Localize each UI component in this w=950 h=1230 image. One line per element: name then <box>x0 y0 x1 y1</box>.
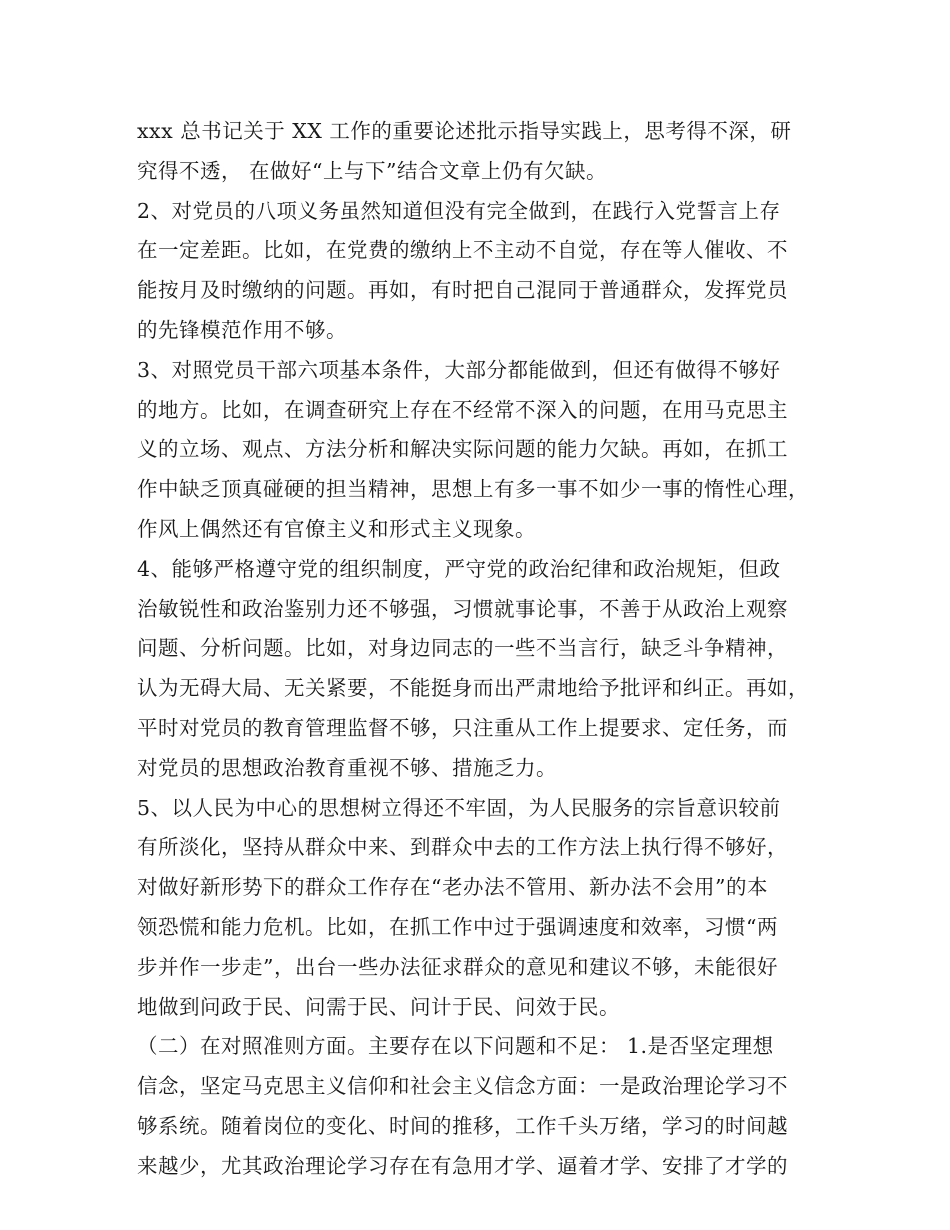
text-line: 3、对照党员干部六项基本条件，大部分都能做到，但还有做得不够好 <box>137 357 781 382</box>
text-line: 作风上偶然还有官僚主义和形式主义现象。 <box>137 516 536 541</box>
text-line: 有所淡化，坚持从群众中来、到群众中去的工作方法上执行得不够好， <box>137 835 788 860</box>
text-line: 4、能够严格遵守党的组织制度，严守党的政治纪律和政治规矩，但政 <box>137 556 781 581</box>
text-line: 对党员的思想政治教育重视不够、措施乏力。 <box>137 755 557 780</box>
text-line: 的先锋模范作用不够。 <box>137 317 347 342</box>
text-line: （二）在对照准则方面。主要存在以下问题和不足： 1.是否坚定理想 <box>137 1034 774 1059</box>
text-line: 领恐慌和能力危机。比如，在抓工作中过于强调速度和效率，习惯“两 <box>137 914 778 939</box>
text-line: 平时对党员的教育管理监督不够，只注重从工作上提要求、定任务，而 <box>137 715 788 740</box>
text-line: 治敏锐性和政治鉴别力还不够强，习惯就事论事，不善于从政治上观察 <box>137 596 788 621</box>
text-line: xxx 总书记关于 XX 工作的重要论述批示指导实践上，思考得不深，研 <box>137 119 792 143</box>
text-line: 地做到问政于民、问需于民、问计于民、问效于民。 <box>137 994 620 1019</box>
text-line: 来越少，尤其政治理论学习存在有急用才学、逼着才学、安排了才学的 <box>137 1153 788 1178</box>
document-body <box>137 112 827 1187</box>
text-line: 在一定差距。比如，在党费的缴纳上不主动不自觉，存在等人催收、不 <box>137 238 788 263</box>
text-line: 信念，坚定马克思主义信仰和社会主义信念方面：一是政治理论学习不 <box>137 1074 788 1099</box>
text-line: 能按月及时缴纳的问题。再如，有时把自己混同于普通群众，发挥党员 <box>137 278 788 303</box>
text-line: 够系统。随着岗位的变化、时间的推移，工作千头万绪，学习的时间越 <box>137 1113 788 1138</box>
text-line: 问题、分析问题。比如，对身边同志的一些不当言行，缺乏斗争精神， <box>137 636 788 661</box>
text-line: 对做好新形势下的群众工作存在“老办法不管用、新办法不会用”的本 <box>137 875 768 900</box>
text-line: 2、对党员的八项义务虽然知道但没有完全做到，在践行入党誓言上存 <box>137 198 781 223</box>
text-line: 步并作一步走”，出台一些办法征求群众的意见和建议不够，未能很好 <box>137 954 778 979</box>
text-line: 认为无碍大局、无关紧要，不能挺身而出严肃地给予批评和纠正。再如， <box>137 676 809 701</box>
text-line: 的地方。比如，在调查研究上存在不经常不深入的问题，在用马克思主 <box>137 397 788 422</box>
text-line: 义的立场、观点、方法分析和解决实际问题的能力欠缺。再如，在抓工 <box>137 437 788 462</box>
text-line: 究得不透， 在做好“上与下”结合文章上仍有欠缺。 <box>137 158 607 183</box>
text-line: 5、以人民为中心的思想树立得还不牢固，为人民服务的宗旨意识较前 <box>137 795 781 820</box>
text-line: 作中缺乏顶真碰硬的担当精神，思想上有多一事不如少一事的惰性心理， <box>137 477 809 502</box>
